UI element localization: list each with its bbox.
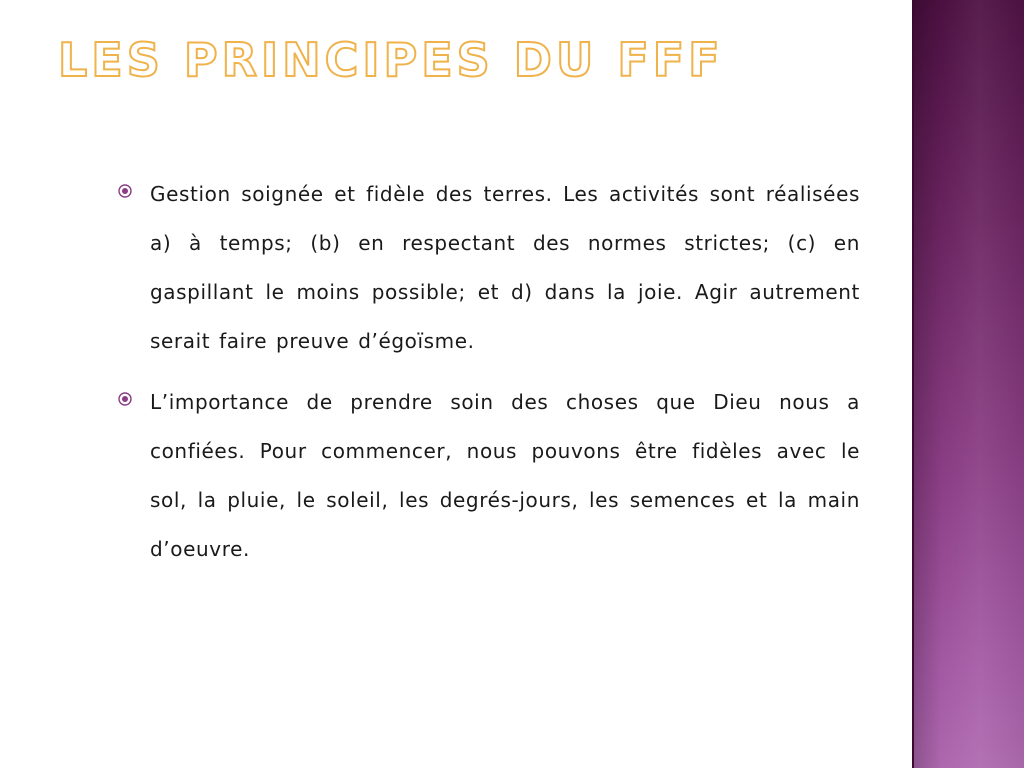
- bullet-item: [118, 378, 860, 574]
- side-band-shade: [914, 0, 1024, 768]
- bullet-item: [118, 170, 860, 366]
- circled-dot-icon: [118, 392, 132, 406]
- bullet-text: Gestion soignée et fidèle des terres. Les activités sont réalisées a) à temps; (b) en respectant des normes strictes; (c) en gaspillant le moins possible; et d) dans la joie. Agir autrement serait faire preuve d’égoïsme.: [150, 182, 860, 353]
- slide-title: LES PRINCIPES DU FFF: [58, 33, 724, 87]
- bullet-list: [118, 170, 860, 586]
- circled-dot-icon: [118, 184, 132, 198]
- decorative-side-band: [912, 0, 1024, 768]
- bullet-text: L’importance de prendre soin des choses que Dieu nous a confiées. Pour commencer, nous pouvons être fidèles avec le sol, la pluie, le soleil, les degrés-jours, les semences et la main d’oeuvre.: [150, 390, 860, 561]
